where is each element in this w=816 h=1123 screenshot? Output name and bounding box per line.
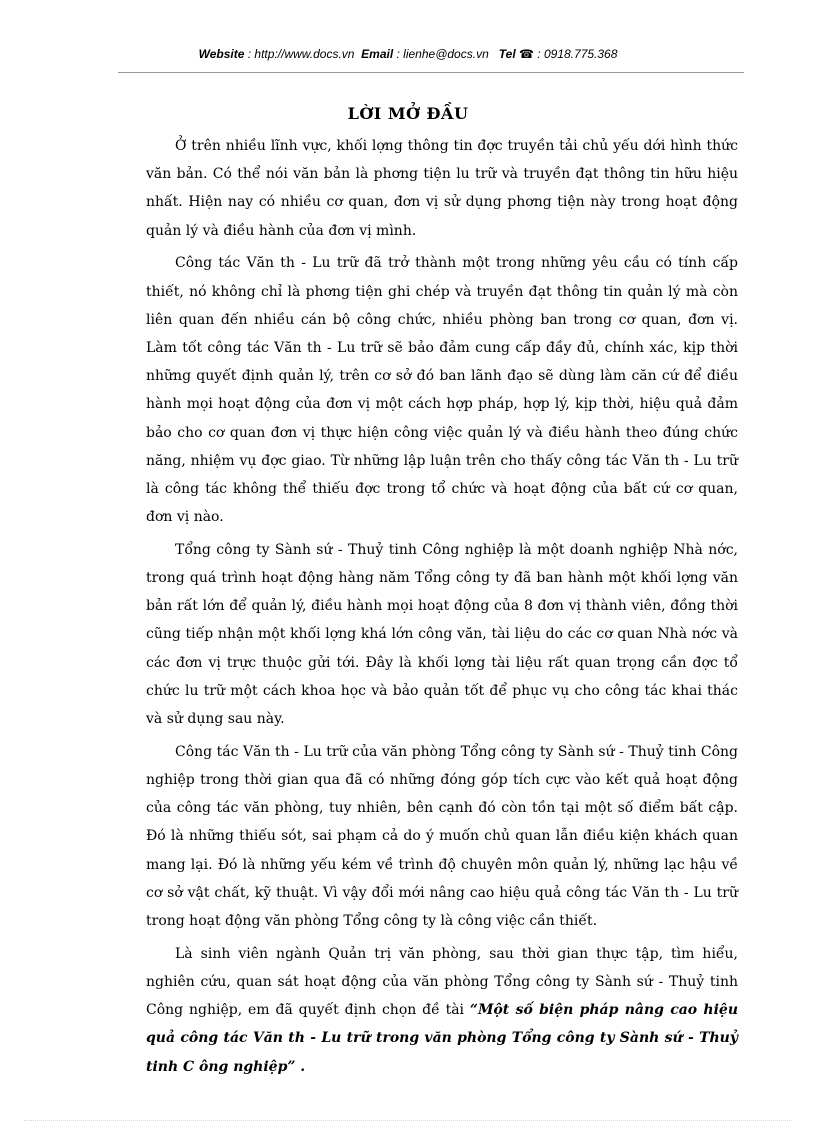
paragraph-3: Tổng công ty Sành sứ - Thuỷ tinh Công nghiệp là một doanh nghiệp Nhà nớc, trong quá trình hoạt động hàng năm Tổng công ty đã ban hành một khối lợng văn bản rất lớn để quản lý, điều hành mọi hoạt động của 8 đơn vị thành viên, đồng thời cũng tiếp nhận một khối lợng khá lớn công văn, tài liệu do các cơ quan Nhà nớc và các đơn vị trực thuộc gửi tới. Đây là khối lợng tài liệu rất quan trọng cần đợc tổ chức lu trữ một cách khoa học và bảo quản tốt để phục vụ cho công tác khai thác và sử dụng sau này. bbox=[146, 541, 738, 728]
paragraph-5-text: Là sinh viên ngành Quản trị văn phòng, sau thời gian thực tập, tìm hiểu, nghiên cứu, quan sát hoạt động của văn phòng Tổng công ty Sành sứ - Thuỷ tinh Công nghiệp, em đã quyết định chọn đề tài bbox=[146, 945, 738, 1019]
document-body bbox=[146, 132, 738, 1081]
paragraph-5 bbox=[146, 940, 738, 1081]
footer-divider bbox=[24, 1120, 792, 1121]
paragraph-4: Công tác Văn th - Lu trữ của văn phòng Tổng công ty Sành sứ - Thuỷ tinh Công nghiệp trong thời gian qua đã có những đóng góp tích cực vào kết quả hoạt động của công tác văn phòng, tuy nhiên, bên cạnh đó còn tồn tại một số điểm bất cập. Đó là những thiếu sót, sai phạm cả do ý muốn chủ quan lẫn điều kiện khách quan mang lại. Đó là những yếu kém về trình độ chuyên môn quản lý, những lạc hậu về cơ sở vật chất, kỹ thuật. Vì vậy đổi mới nâng cao hiệu quả công tác Văn th - Lu trữ trong hoạt động văn phòng Tổng công ty là công việc cần thiết. bbox=[146, 743, 738, 929]
website-label: Website bbox=[198, 47, 245, 61]
tel-separator: : bbox=[533, 47, 544, 61]
paragraph-1: Ở trên nhiều lĩnh vực, khối lợng thông tin đợc truyền tải chủ yếu dới hình thức văn bản. Có thể nói văn bản là phơng tiện lu trữ và truyền đạt thông tin hữu hiệu nhất. Hiện nay có nhiều cơ quan, đơn vị sử dụng phơng tiện này trong hoạt động quản lý và điều hành của đơn vị mình. bbox=[146, 138, 738, 239]
website-separator: : bbox=[244, 47, 255, 61]
email-separator: : bbox=[393, 47, 404, 61]
email-address[interactable]: lienhe@docs.vn bbox=[403, 47, 489, 61]
header-divider bbox=[118, 72, 744, 73]
page-header bbox=[0, 47, 816, 61]
paragraph-2: Công tác Văn th - Lu trữ đã trở thành một trong những yêu cầu có tính cấp thiết, nó không chỉ là phơng tiện ghi chép và truyền đạt thông tin quản lý mà còn liên quan đến nhiều cán bộ công chức, nhiều phòng ban trong cơ quan, đơn vị. Làm tốt công tác Văn th - Lu trữ sẽ bảo đảm cung cấp đầy đủ, chính xác, kịp thời những quyết định quản lý, trên cơ sở đó ban lãnh đạo sẽ dùng làm căn cứ để điều hành mọi hoạt động của đơn vị một cách hợp pháp, hợp lý, kịp thời, hiệu quả đảm bảo cho cơ quan đơn vị thực hiện công việc quản lý và điều hành theo đúng chức năng, nhiệm vụ đợc giao. Từ những lập luận trên cho thấy công tác Văn th - Lu trữ là công tác không thể thiếu đợc trong tổ chức và hoạt động của bất cứ cơ quan, đơn vị nào. bbox=[146, 255, 738, 526]
tel-label: Tel bbox=[498, 47, 516, 61]
thesis-topic: “Một số biện pháp nâng cao hiệu quả công tác Văn th - Lu trữ trong văn phòng Tổng công ty Sành sứ - Thuỷ tinh C ông nghiệp” . bbox=[146, 1002, 739, 1075]
website-url[interactable]: http://www.docs.vn bbox=[254, 47, 355, 61]
phone-icon: ☎ bbox=[519, 47, 534, 61]
tel-number: 0918.775.368 bbox=[543, 47, 618, 61]
page-title: LỜI MỞ ĐẦU bbox=[347, 104, 469, 123]
email-label: Email bbox=[361, 47, 394, 61]
